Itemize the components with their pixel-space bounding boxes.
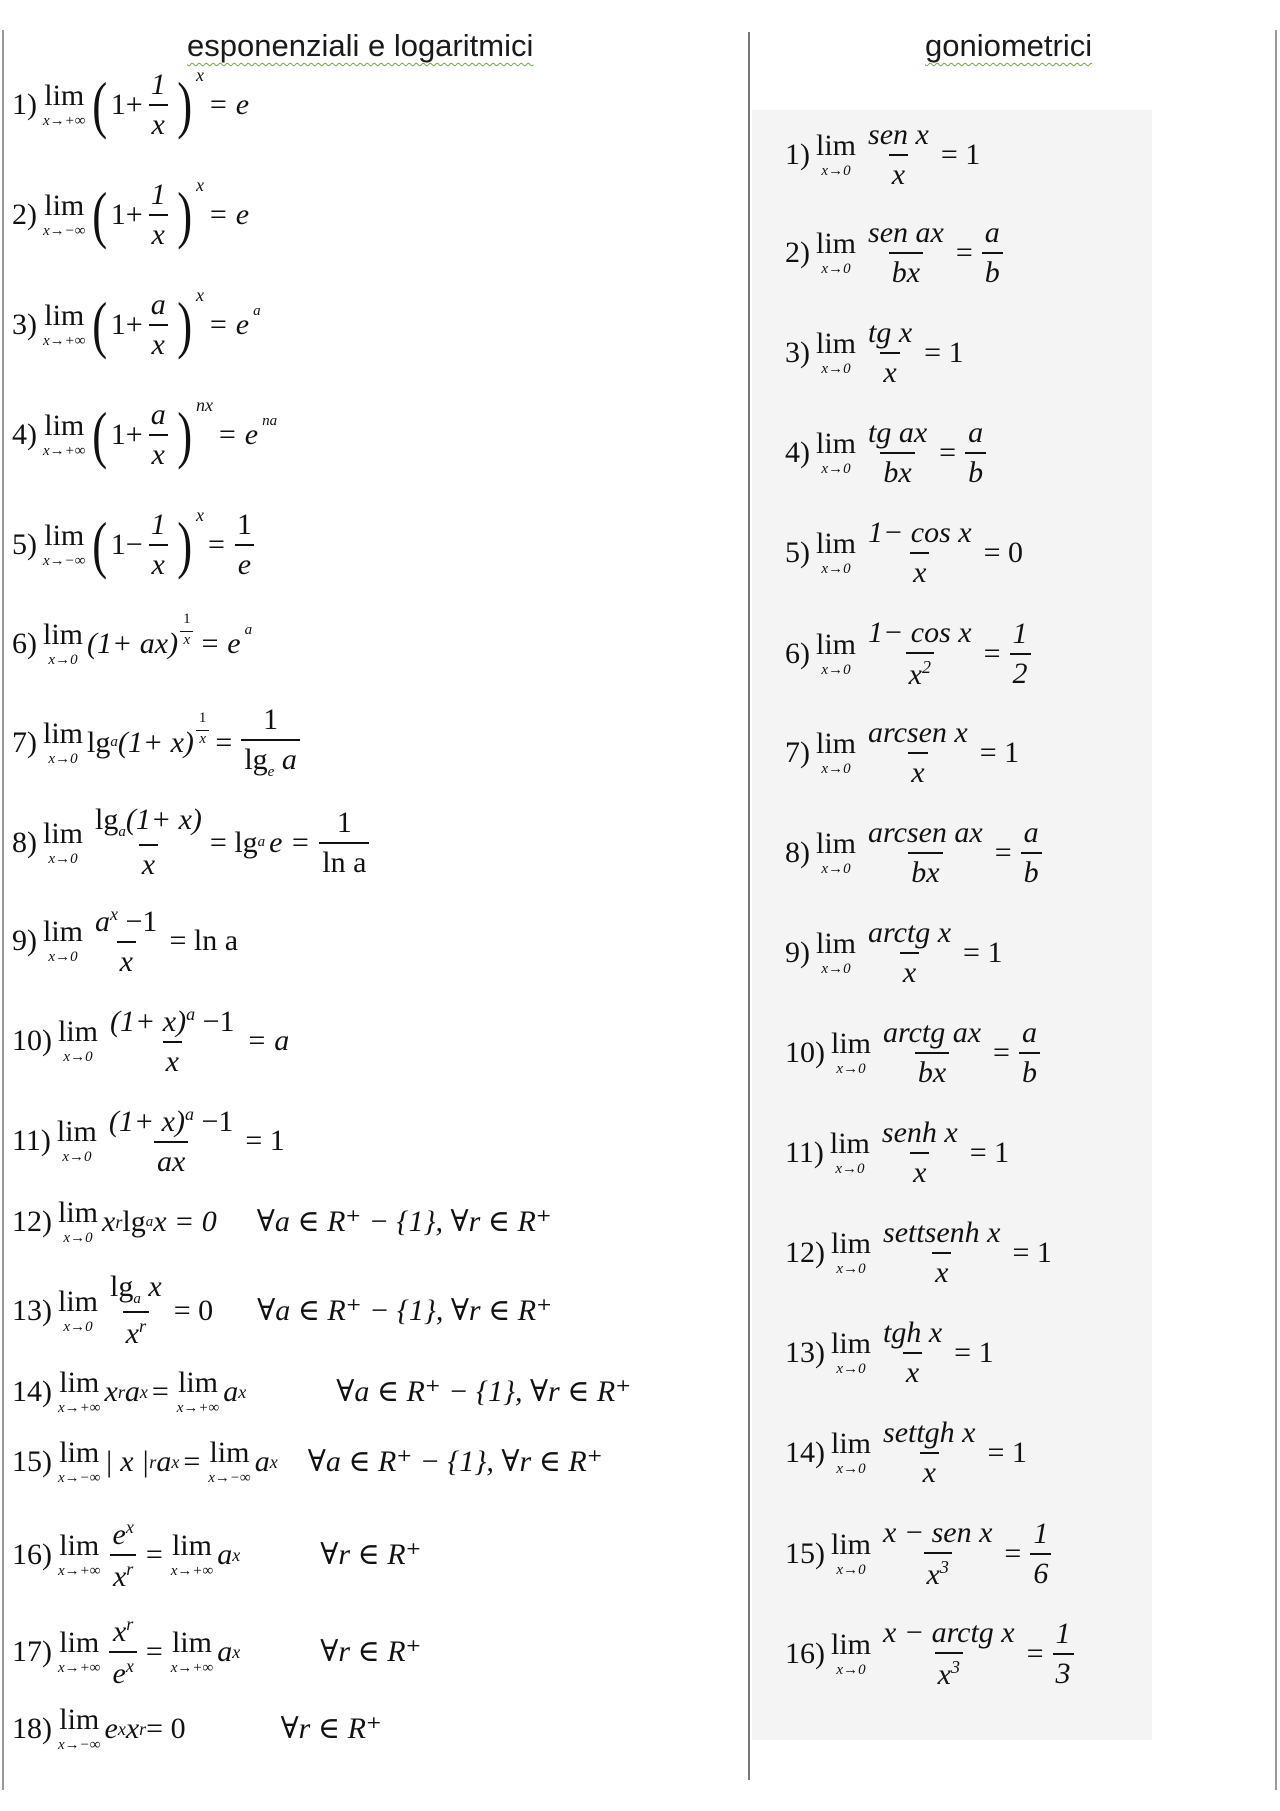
condition: ∀r ∈ R⁺ [320,1538,422,1571]
limit-operator: lim x→+∞ [170,1626,214,1676]
condition: ∀a ∈ R⁺ − {1}, ∀r ∈ R⁺ [256,1205,552,1238]
formula-trig-6: 6) lim x→0 $\frac{\text{1− cos x}}{x^2}$ = $\frac{1}{2}$ [785,618,1036,690]
limit-operator: lim x→0 [816,129,857,179]
limit-operator: lim x→0 [43,618,84,668]
formula-exp-5: 5) lim x→−∞ ( 1− $\frac{1}{x}$ ) x = $\frac{1}{e}$ [12,510,260,580]
limit-operator: lim x→+∞ [58,1366,101,1416]
formula-trig-7: 7) lim x→0 $\frac{\text{arcsen x}}{x}$ = 1 [785,716,1020,789]
limit-operator: lim x→0 [831,1427,872,1477]
condition: ∀r ∈ R⁺ [280,1712,382,1745]
formula-exp-3: 3) lim x→+∞ ( 1+ $\frac{a}{x}$ ) x = e a [12,285,261,361]
limit-operator: lim x→0 [43,915,84,965]
column-divider [748,32,750,1780]
formula-trig-15: 15) lim x→0 $\frac{\text{x − sen x}}{x^3}$ = $\frac{1}{6}$ [785,1518,1056,1590]
limit-operator: lim x→+∞ [58,1626,101,1676]
condition: ∀a ∈ R⁺ − {1}, ∀r ∈ R⁺ [307,1445,603,1478]
limit-operator: lim x→+∞ [43,79,86,129]
formula-trig-2: 2) lim x→0 $\frac{\text{sen ax}}{bx}$ = $\frac{a}{b}$ [785,218,1008,288]
limit-operator: lim x→+∞ [43,409,86,459]
limit-operator: lim x→+∞ [170,1529,214,1579]
formula-trig-1: 1) lim x→0 $\frac{\text{sen x}}{x}$ = 1 [785,118,981,191]
formula-exp-13: 13) lim x→0 $\frac{\lg_a x}{x^r}$ = 0 ∀a ∈ R⁺ − {1}, ∀r ∈ R⁺ [12,1270,552,1350]
limit-operator: lim x→+∞ [58,1529,101,1579]
formula-exp-14: 14) lim x→+∞ x r a x = lim x→+∞ a x ∀a ∈ R⁺ − {1}, ∀r ∈ R⁺ [12,1366,632,1416]
limit-operator: lim x→−∞ [58,1703,101,1753]
limit-operator: lim x→0 [58,1284,99,1335]
formula-trig-16: 16) lim x→0 $\frac{\text{x − arctg x}}{x^3}$ = $\frac{1}{3}$ [785,1618,1079,1690]
formula-trig-9: 9) lim x→0 $\frac{\text{arctg x}}{x}$ = 1 [785,916,1003,989]
limit-operator: lim x→0 [831,1327,872,1377]
formula-trig-14: 14) lim x→0 $\frac{\text{settgh x}}{x}$ = 1 [785,1416,1027,1489]
limit-operator: lim x→0 [816,527,857,577]
limit-operator: lim x→0 [58,1196,99,1246]
condition: ∀a ∈ R⁺ − {1}, ∀r ∈ R⁺ [336,1375,632,1408]
header-trigonometric: goniometrici [925,28,1093,63]
formula-trig-5: 5) lim x→0 $\frac{\text{1− cos x}}{x}$ = 0 [785,516,1023,589]
limit-operator: lim x→+∞ [43,299,86,349]
limit-operator: lim x→−∞ [43,189,86,239]
formula-trig-3: 3) lim x→0 $\frac{\text{tg x}}{x}$ = 1 [785,316,964,389]
limit-operator: lim x→−∞ [58,1436,101,1486]
left-border-rule [2,30,4,1790]
limit-operator: lim x→0 [831,1628,872,1678]
formula-trig-13: 13) lim x→0 $\frac{\text{tgh x}}{x}$ = 1 [785,1316,994,1389]
formula-exp-11: 11) lim x→0 $\frac{(1+ x)^a -1}{ax}$ = 1 [12,1104,285,1178]
limit-operator: lim x→−∞ [43,519,86,569]
formula-exp-2: 2) lim x→−∞ ( 1+ $\frac{1}{x}$ ) x = e [12,175,250,251]
condition: ∀a ∈ R⁺ − {1}, ∀r ∈ R⁺ [257,1293,552,1327]
limit-operator: lim x→0 [816,927,857,977]
limit-operator: lim x→0 [831,1027,872,1077]
limit-operator: lim x→−∞ [208,1436,251,1486]
formula-exp-8: 8) lim x→0 $\frac{\lg_a(1+ x)}{x}$ = lg a e = $\frac{1}{\text{ln a}}$ [12,805,374,880]
formula-trig-4: 4) lim x→0 $\frac{\text{tg ax}}{bx}$ = $\frac{a}{b}$ [785,418,991,488]
formula-exp-15: 15) lim x→−∞ | x | r a x = lim x→−∞ a x ∀a ∈ R⁺ − {1}, ∀r ∈ R⁺ [12,1436,603,1486]
header-exponential-log: esponenziali e logaritmici [187,28,534,63]
limit-operator: lim x→0 [816,327,857,377]
formula-exp-12: 12) lim x→0 x r lg a x = 0 ∀a ∈ R⁺ − {1}, ∀r ∈ R⁺ [12,1196,552,1246]
limit-operator: lim x→0 [816,628,857,678]
limit-operator: lim x→0 [816,427,857,477]
formula-trig-11: 11) lim x→0 $\frac{\text{senh x}}{x}$ = 1 [785,1116,1010,1189]
formula-exp-4: 4) lim x→+∞ ( 1+ $\frac{a}{x}$ ) nx = e na [12,395,278,471]
limit-operator: lim x→0 [58,1015,99,1065]
limit-operator: lim x→0 [43,816,84,867]
right-border-rule [1275,30,1277,1790]
formula-exp-10: 10) lim x→0 $\frac{(1+ x)^a -1}{x}$ = a [12,1004,290,1078]
formula-exp-16: 16) lim x→+∞ $\frac{e^x}{x^r}$ = lim x→+∞ a x ∀r ∈ R⁺ [12,1517,422,1593]
formula-trig-10: 10) lim x→0 $\frac{\text{arctg ax}}{bx}$ = $\frac{a}{b}$ [785,1018,1045,1088]
formula-exp-7: 7) lim x→0 lg a (1+ x) $\frac{1}{x}$ = $\frac{1}{\lg_e a}$ [12,705,305,780]
condition: ∀r ∈ R⁺ [320,1635,422,1668]
limit-operator: lim x→0 [831,1528,872,1578]
limit-operator: lim x→0 [831,1227,872,1277]
limit-operator: lim x→0 [56,1115,97,1165]
limit-operator: lim x→0 [816,227,857,277]
formula-trig-12: 12) lim x→0 $\frac{\text{settsenh x}}{x}$ = 1 [785,1216,1052,1289]
limit-operator: lim x→+∞ [176,1366,220,1416]
formula-exp-17: 17) lim x→+∞ $\frac{x^r}{e^x}$ = lim x→+∞ a x ∀r ∈ R⁺ [12,1614,422,1690]
limit-operator: lim x→0 [816,727,857,777]
formula-trig-8: 8) lim x→0 $\frac{\text{arcsen ax}}{bx}$ = $\frac{a}{b}$ [785,818,1047,888]
formula-exp-9: 9) lim x→0 $\frac{a^x -1}{x}$ = ln a [12,904,239,978]
formula-exp-1: 1) lim x→+∞ ( 1+ $\frac{1}{x}$ ) x = e [12,65,250,141]
formula-exp-6: 6) lim x→0 (1+ ax) $\frac{1}{x}$ = e a [12,611,253,668]
limit-operator: lim x→0 [829,1127,870,1177]
limit-operator: lim x→0 [816,827,857,877]
limit-operator: lim x→0 [43,716,84,767]
formula-exp-18: 18) lim x→−∞ e x x r = 0 ∀r ∈ R⁺ [12,1703,382,1753]
